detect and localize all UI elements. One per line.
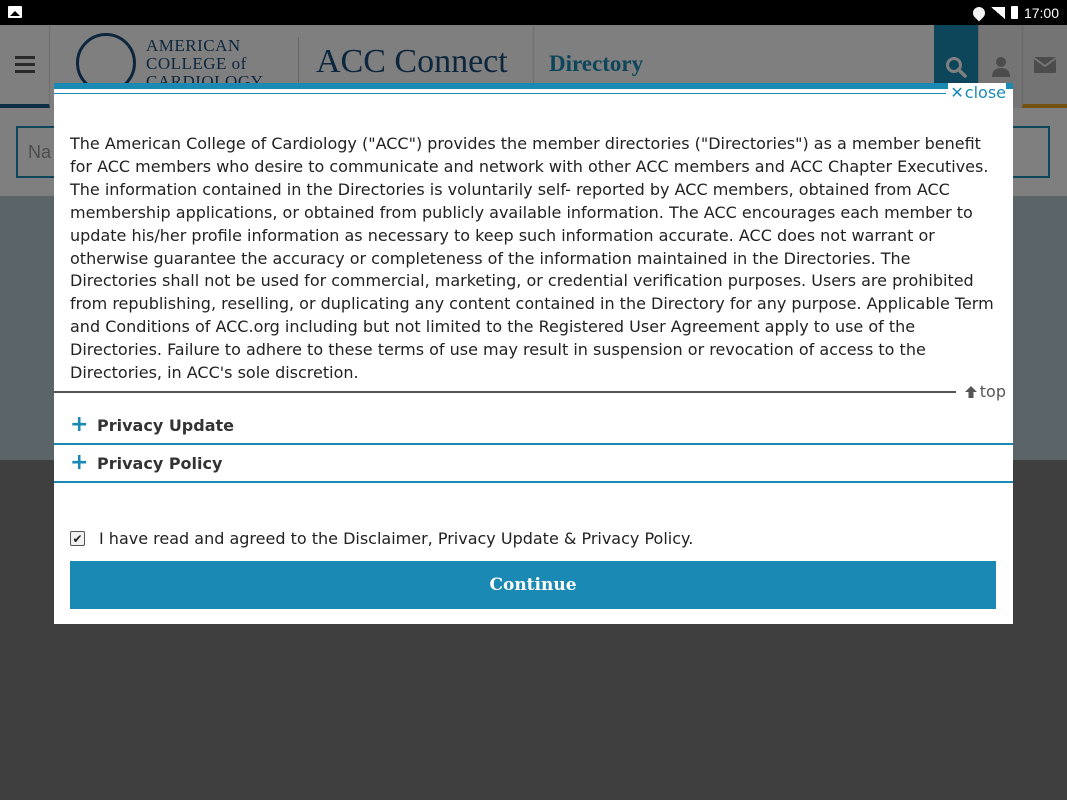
disclaimer-modal	[54, 83, 1013, 624]
section-divider	[54, 391, 956, 393]
battery-icon	[1011, 6, 1018, 19]
agree-checkbox[interactable]	[70, 531, 85, 546]
close-label: close	[964, 83, 1006, 102]
continue-button[interactable]: Continue	[70, 561, 996, 609]
wifi-icon	[970, 4, 987, 21]
close-icon: ✕	[950, 83, 964, 102]
check-icon: ✔	[72, 531, 83, 546]
agree-label: I have read and agreed to the Disclaimer, Privacy Update & Privacy Policy.	[99, 529, 694, 548]
disclaimer-text: The American College of Cardiology ("ACC") provides the member directories ("Directories") as a member benefit for ACC members who desire to communicate and network with other ACC members and ACC Chapter Executives. The information contained in the Directories is voluntarily self- reported by ACC members, obtained from ACC membership applications, or obtained from publicly available information. The ACC encourages each member to update his/her profile information as necessary to keep such information accurate. ACC does not warrant or otherwise guarantee the accuracy or completeness of the information maintained in the Directories. The Directories shall not be used for commercial, marketing, or credential verification purposes. Users are prohibited from republishing, reselling, or duplicating any content contained in the Directory for any purpose. Applicable Term and Conditions of ACC.org including but not limited to the Registered User Agreement apply to use of the Directories. Failure to adhere to these terms of use may result in suspension or revocation of access to the Directories, in ACC's sole discretion.	[70, 134, 994, 383]
plus-icon: +	[70, 450, 89, 475]
gallery-icon	[8, 6, 22, 18]
arrow-up-icon	[964, 385, 978, 399]
signal-icon	[991, 7, 1005, 19]
back-to-top-link[interactable]	[964, 382, 1006, 401]
top-label: top	[979, 382, 1006, 401]
plus-icon: +	[70, 412, 89, 437]
agree-row	[70, 529, 693, 548]
accordion-privacy-update[interactable]	[54, 407, 1013, 445]
status-time: 17:00	[1023, 4, 1059, 21]
modal-top-line	[54, 93, 946, 94]
close-button[interactable]	[948, 83, 1006, 102]
status-bar	[0, 0, 1067, 25]
accordion-privacy-policy[interactable]	[54, 445, 1013, 483]
accordion-label: Privacy Policy	[97, 453, 223, 473]
accordion-label: Privacy Update	[97, 415, 235, 435]
status-icons	[973, 0, 1059, 25]
